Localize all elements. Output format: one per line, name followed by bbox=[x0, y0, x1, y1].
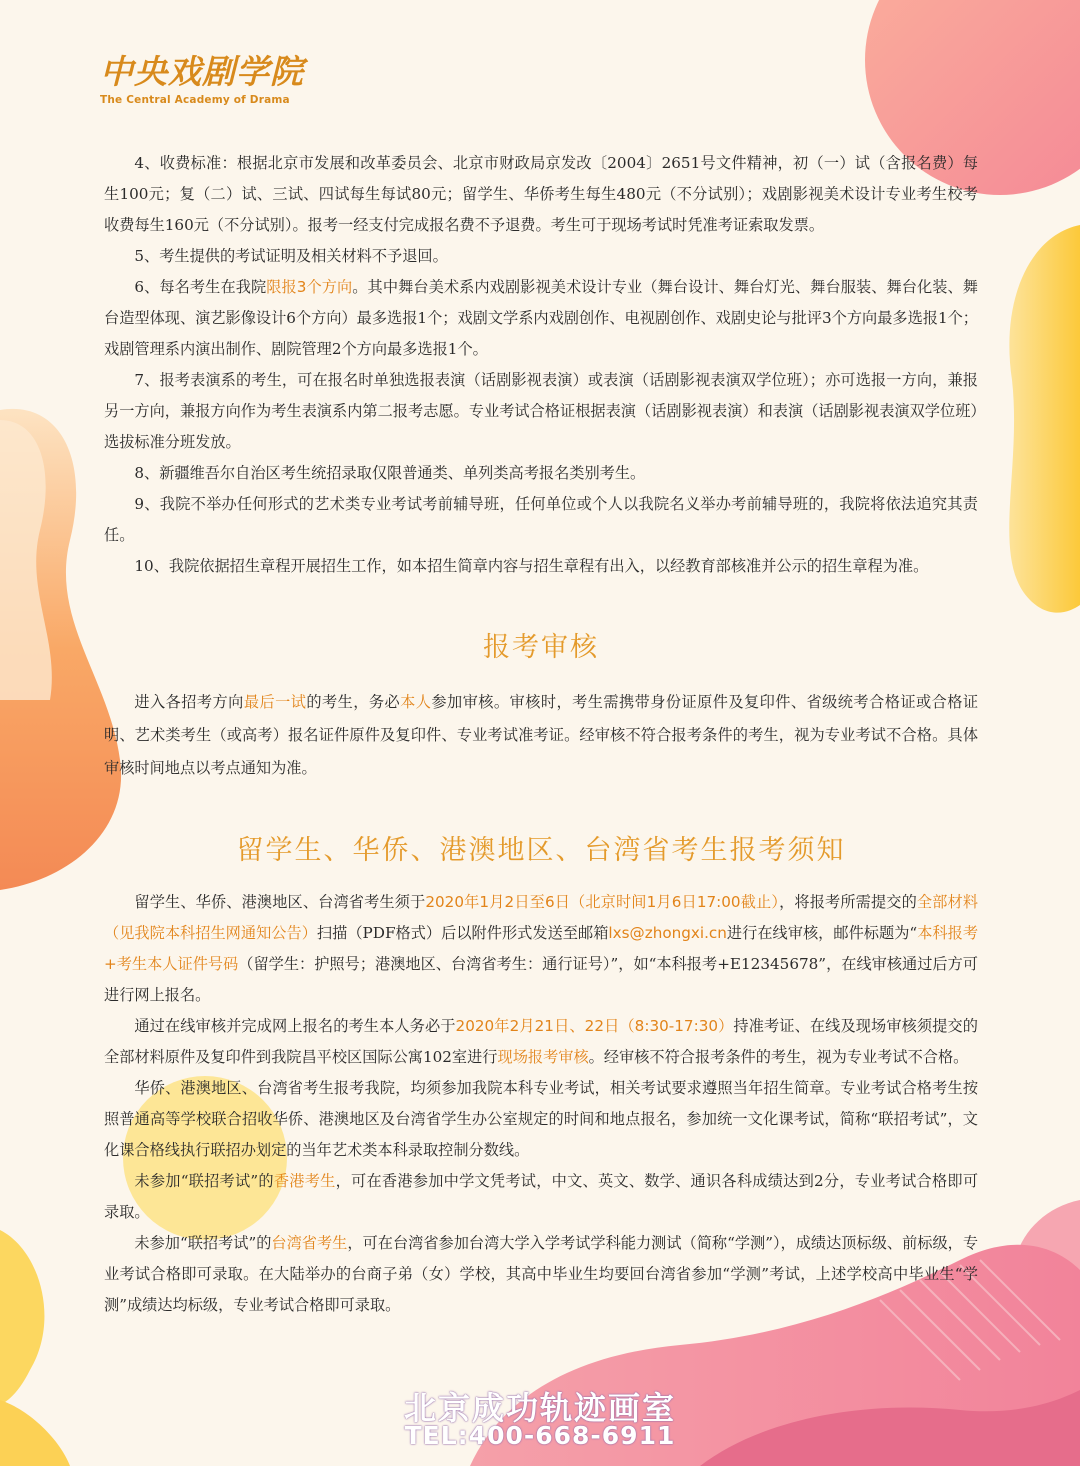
highlight-text: 台湾省考生 bbox=[271, 1234, 348, 1252]
note-item: 8、新疆维吾尔自治区考生统招录取仅限普通类、单列类高考报名类别考生。 bbox=[134, 464, 646, 482]
logo-chinese-name: 中央戏剧学院 bbox=[100, 52, 304, 91]
note-item: 5、考生提供的考试证明及相关材料不予退回。 bbox=[134, 247, 448, 265]
highlight-text: 本科报考+考生本人证件号码 bbox=[104, 924, 979, 973]
academy-logo bbox=[100, 52, 304, 106]
note-item: 4、收费标准：根据北京市发展和改革委员会、北京市财政局京发改〔2004〕2651号文件精神，初（一）试（含报名费）每生100元；复（二）试、三试、四试每生每试80元；留学生、华侨考生每生480元（不分试别）；戏剧影视美术设计专业考生校考收费每生160元（不分试别）。报考一经支付完成报名费不予退费。考生可于现场考试时凭准考证索取发票。 bbox=[104, 154, 978, 234]
right-yellow-blob bbox=[1009, 225, 1080, 613]
highlight-text: 全部材料（见我院本科招生网通知公告） bbox=[104, 893, 979, 942]
highlight-date: 2020年2月21日、22日（8:30-17:30） bbox=[455, 1017, 734, 1035]
overseas-paragraph: 华侨、港澳地区、台湾省考生报考我院，均须参加我院本科专业考试，相关考试要求遵照当年招生简章。专业考试合格考生按照普通高等学校联合招收华侨、港澳地区及台湾省学生办公室规定的时间和地点报名，参加统一文化课考试，简称“联招考试”，文化课合格线执行联招办划定的当年艺术类本科录取控制分数线。 bbox=[104, 1079, 978, 1159]
section-title-overseas: 留学生、华侨、港澳地区、台湾省考生报考须知 bbox=[236, 835, 846, 866]
note-item: 9、我院不举办任何形式的艺术类专业考试考前辅导班，任何单位或个人以我院名义举办考前辅导班的，我院将依法追究其责任。 bbox=[104, 495, 978, 544]
highlight-text: 本人 bbox=[400, 693, 432, 711]
note-item: 6、每名考生在我院限报3个方向。其中舞台美术系内戏剧影视美术设计专业（舞台设计、舞台灯光、舞台服装、舞台化装、舞台造型体现、演艺影像设计6个方向）最多选报1个；戏剧文学系内戏剧创作、电视剧创作、戏剧史论与批评3个方向最多选报1个；戏剧管理系内演出制作、剧院管理2个方向最多选报1个。 bbox=[104, 278, 978, 358]
highlight-text: 香港考生 bbox=[273, 1172, 336, 1190]
overseas-paragraph: 未参加“联招考试”的台湾省考生，可在台湾省参加台湾大学入学考试学科能力测试（简称“学测”），成绩达顶标级、前标级，专业考试合格即可录取。在大陆举办的台商子弟（女）学校，其高中毕业生均要回台湾省参加“学测”考试，上述学校高中毕业生“学测”成绩达均标级，专业考试合格即可录取。 bbox=[104, 1234, 979, 1314]
note-item: 7、报考表演系的考生，可在报名时单独选报表演（话剧影视表演）或表演（话剧影视表演双学位班）；亦可选报一方向，兼报另一方向，兼报方向作为考生表演系内第二报考志愿。专业考试合格证根据表演（话剧影视表演）和表演（话剧影视表演双学位班）选拔标准分班发放。 bbox=[104, 371, 978, 451]
review-section bbox=[104, 686, 978, 785]
highlight-text: 现场报考审核 bbox=[497, 1048, 589, 1066]
studio-name: 北京成功轨迹画室 bbox=[403, 1389, 676, 1427]
overseas-paragraph: 留学生、华侨、港澳地区、台湾省考生须于2020年1月2日至6日（北京时间1月6日17:00截止），将报考所需提交的全部材料（见我院本科招生网通知公告）扫描（PDF格式）后以附件形式发送至邮箱lxs@zhongxi.cn进行在线审核，邮件标题为“本科报考+考生本人证件号码（留学生：护照号；港澳地区、台湾省考生：通行证号）”，如“本科报考+E12345678”，在线审核通过后方可进行网上报名。 bbox=[104, 893, 979, 1004]
notes-list bbox=[104, 148, 978, 582]
left-yellow-bump bbox=[0, 1230, 44, 1405]
section-title-review: 报考审核 bbox=[483, 632, 599, 663]
overseas-section bbox=[104, 887, 978, 1321]
note-item: 10、我院依据招生章程开展招生工作，如本招生简章内容与招生章程有出入，以经教育部核准并公示的招生章程为准。 bbox=[134, 557, 929, 575]
overseas-paragraph: 通过在线审核并完成网上报名的考生本人务必于2020年2月21日、22日（8:30-17:30）持准考证、在线及现场审核须提交的全部材料原件及复印件到我院昌平校区国际公寓102室进行现场报考审核。经审核不符合报考条件的考生，视为专业考试不合格。 bbox=[104, 1017, 978, 1066]
highlight-text: 最后一试 bbox=[243, 693, 307, 711]
email-address: lxs@zhongxi.cn bbox=[608, 924, 727, 942]
highlight-text: 限报3个方向 bbox=[266, 278, 353, 296]
logo-english-name: The Central Academy of Drama bbox=[100, 94, 290, 106]
overseas-paragraph: 未参加“联招考试”的香港考生，可在香港参加中学文凭考试，中文、英文、数学、通识各科成绩达到2分，专业考试合格即可录取。 bbox=[104, 1172, 979, 1221]
review-paragraph: 进入各招考方向最后一试的考生，务必本人参加审核。审核时，考生需携带身份证原件及复印件、省级统考合格证或合格证明、艺术类考生（或高考）报名证件原件及复印件、专业考试准考证。经审核不符合报考条件的考生，视为专业考试不合格。具体审核时间地点以考点通知为准。 bbox=[104, 693, 979, 777]
highlight-date: 2020年1月2日至6日（北京时间1月6日17:00截止） bbox=[425, 893, 780, 911]
document-body bbox=[104, 148, 978, 1321]
studio-tel: TEL:400-668-6911 bbox=[404, 1421, 676, 1450]
